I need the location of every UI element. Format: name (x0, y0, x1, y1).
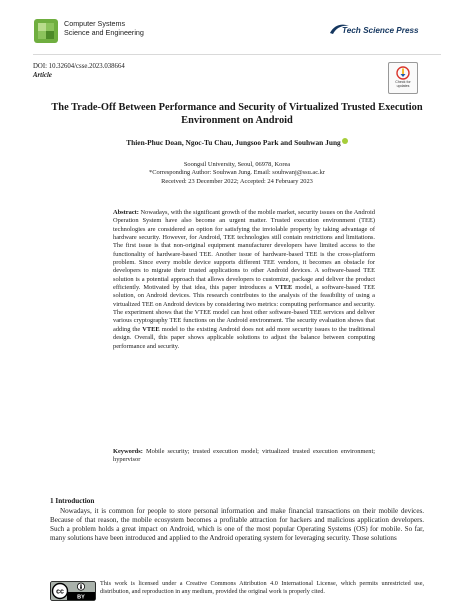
doi[interactable]: DOI: 10.32604/csse.2023.038664 (33, 63, 125, 70)
abstract-text-1: Nowadays, with the significant growth of the mobile market, security issues on the Android Operation System have also become an urgent matter. Trusted execution environment (TEE) technologies are considered an option for satisfying the inviolable property by taking advantage of hardware security. However, for Android, TEE technologies still contain restrictions and limitations. The first issue is that non-original equipment manufacturer developers have limited access to the functionality of hardware-based TEE. Another issue of hardware-based TEE is the cross-platform problem. Since every mobile device supports different TEE vendors, it becomes an obstacle for developers to migrate their trusted applications to other Android devices. A software-based TEE solution is a potential approach that allows developers to customize, package and deliver the product efficiently. Motivated by that idea, this paper introduces a (113, 209, 375, 292)
orcid-icon[interactable] (342, 138, 348, 144)
abstract-vtee-2: VTEE (142, 325, 160, 333)
abstract-text-2: model, a software-based TEE solution, on Android devices. This research contributes to the analysis of the feasibility of using a virtualized TEE on Android devices by considering two metrics: computing performance and security. The experiment shows that the VTEE model can host other software-based TEE services and deliver various cryptography TEE functions on the Android environment. The security evaluation shows that adding the (113, 284, 375, 333)
check-for-updates-button[interactable] (388, 62, 418, 94)
keywords-text: Mobile security; trusted execution model; virtualized trusted execution environment; hypervisor (113, 448, 375, 464)
license-statement: This work is licensed under a Creative Commons Attribution 4.0 International License, which permits unrestricted use, distribution, and reproduction in any medium, provided the original work is properly cited. (100, 580, 424, 595)
header-divider (33, 54, 441, 55)
author-list: Thien-Phuc Doan, Ngoc-Tu Chau, Jungsoo Park and Souhwan Jung (126, 138, 341, 147)
paper-title: The Trade-Off Between Performance and Security of Virtualized Trusted Execution Environment on Android (51, 102, 423, 126)
publisher-name[interactable]: Tech Science Press (342, 26, 419, 35)
received-accepted-dates: Received: 23 December 2022; Accepted: 24 February 2023 (161, 177, 313, 185)
updates-label-line1: Check for (395, 80, 411, 84)
abstract (113, 209, 375, 351)
affiliation-block (50, 161, 424, 186)
authors (50, 138, 424, 147)
cc-label: cc (56, 588, 64, 596)
introduction-paragraph: Nowadays, it is common for people to store personal information and make financial transactions on their mobile devices. Because of that reason, the mobile ecosystem becomes a profitable attraction for hackers and malicious application developers. Such a problem holds a great impact on Android, which is one of the most popular Operating Systems (OS) for mobile. So far, many solutions have been introduced and applied to the Android operating system for leveraging security. Those solutions (50, 507, 424, 543)
check-for-updates-icon (396, 66, 410, 80)
abstract-vtee-1: VTEE (274, 284, 293, 292)
updates-label-line2: updates (396, 84, 410, 88)
creative-commons-by-badge[interactable] (50, 581, 96, 601)
journal-name-line1: Computer Systems (64, 19, 126, 28)
by-label: BY (77, 594, 85, 601)
affiliation: Soongsil University, Seoul, 06978, Korea (183, 161, 291, 168)
journal-logo-icon (33, 18, 59, 44)
abstract-text-3: model to the existing Android does not add more security issues to the traditional design. Overall, this paper shows applicable solutions to adjust the balance between computing performance and security. (113, 325, 375, 350)
journal-name-line2: Science and Engineering (64, 28, 144, 37)
section-heading-introduction: 1 Introduction (50, 497, 95, 505)
keywords-label: Keywords: (113, 448, 143, 455)
article-type: Article (33, 72, 52, 79)
abstract-label: Abstract: (113, 209, 139, 216)
keywords (113, 448, 375, 465)
journal-name (64, 19, 144, 37)
corresponding-author: *Corresponding Author: Souhwan Jung. Email: souhwanj@ssu.ac.kr (149, 169, 325, 177)
